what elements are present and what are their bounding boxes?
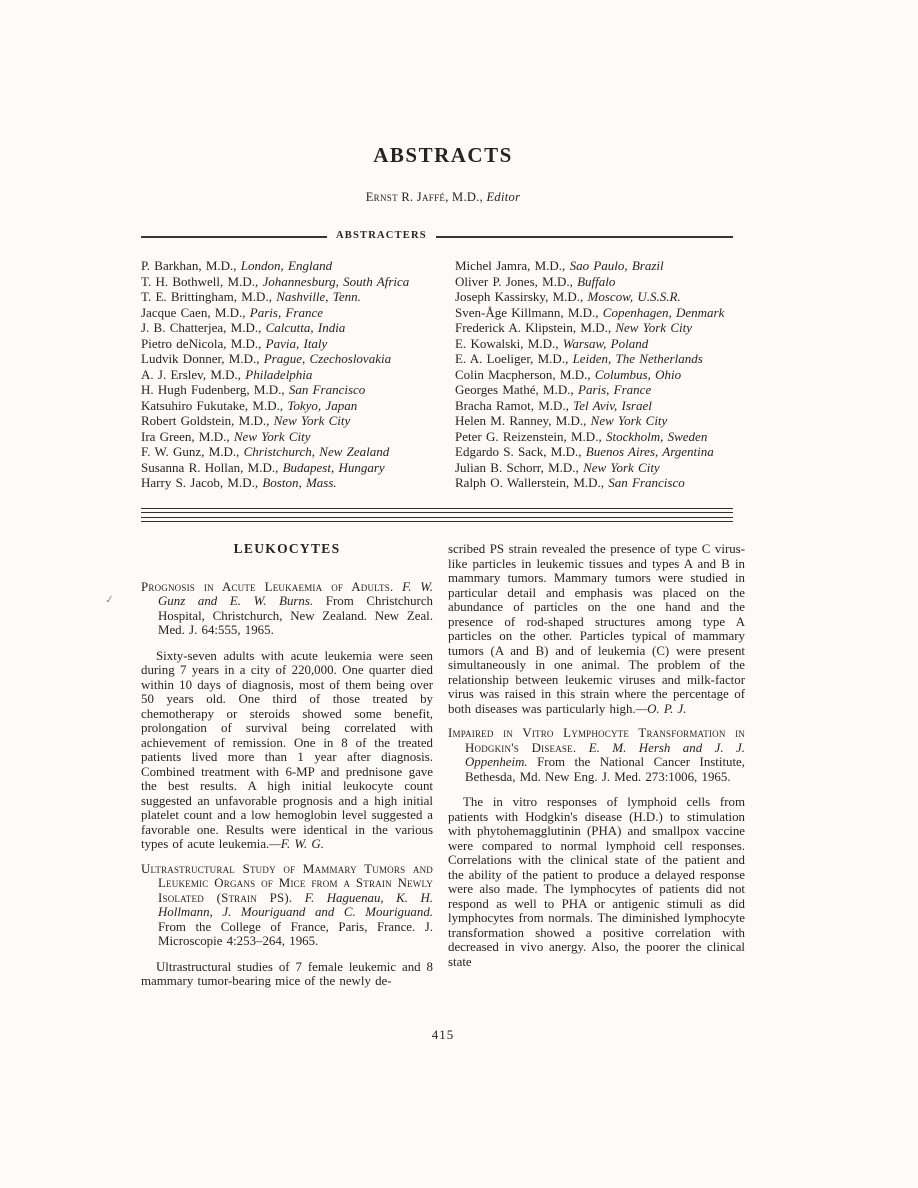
abstracter-location: Tokyo, Japan (287, 397, 358, 413)
abstracter-name: T. H. Bothwell, M.D., (141, 273, 259, 289)
abstracter-location: Johannesburg, South Africa (262, 273, 410, 289)
abstracter-name: Jacque Caen, M.D., (141, 304, 246, 320)
abstracter-name: E. A. Loeliger, M.D., (455, 351, 569, 366)
abstracter-row (455, 320, 761, 336)
divider-line (141, 517, 733, 522)
abstracter-row (141, 382, 455, 398)
abstracter-location: Philadelphia (245, 366, 313, 382)
abstracter-name: J. B. Chatterjea, M.D., (141, 320, 262, 335)
abstracter-location: Budapest, Hungary (282, 459, 385, 475)
abstracter-row (455, 398, 761, 414)
abstracter-location: Warsaw, Poland (562, 335, 649, 351)
editor-line (141, 190, 745, 205)
abstracter-name: H. Hugh Fudenberg, M.D., (141, 382, 285, 397)
page-title: ABSTRACTS (373, 143, 513, 167)
abstracter-location: New York City (233, 428, 311, 444)
abstracter-row (455, 336, 761, 352)
abstracter-row (141, 274, 455, 290)
abstract-authors: E. M. Hersh and J. J. Oppenheim. (465, 740, 745, 769)
abstracter-location: Buffalo (577, 273, 616, 289)
abstract-paragraph (448, 542, 745, 716)
abstracter-name: E. Kowalski, M.D., (455, 335, 559, 351)
abstracter-row (141, 398, 455, 414)
abstract-title: Impaired in Vitro Lymphocyte Transformation in Hodgkin's Disease. (448, 726, 745, 755)
rule-segment-left (141, 236, 327, 238)
abstracter-name: Sven-Åge Killmann, M.D., (455, 304, 599, 320)
abstracter-row (141, 413, 455, 429)
abstracter-row (141, 429, 455, 445)
abstracter-row (141, 320, 455, 336)
abstracter-name: Harry S. Jacob, M.D., (141, 475, 259, 490)
abstract-authors: F. Haguenau, K. H. Hollmann, J. Mouriguand and C. Mouriguand. (158, 890, 433, 919)
abstracter-row (141, 351, 455, 367)
abstracters-label: ABSTRACTERS (336, 230, 427, 241)
abstract-title: Prognosis in Acute Leukaemia of Adults. (141, 579, 394, 594)
abstracter-location: Calcutta, India (265, 320, 346, 335)
abstracter-row (141, 336, 455, 352)
abstracter-name: F. W. Gunz, M.D., (141, 444, 240, 459)
abstract-text: The in vitro responses of lymphoid cells from patients with Hodgkin's disease (H.D.) to stimulation with phytohemagglutinin (PHA) and smallpox vaccine were compared to normal lymphoid cell responses. Correlations with the clinical state of the patient and the ability of the patient to produce a delayed response were also made. The lymphocytes of patients did not respond as well to PHA or antigenic stimuli as did lymphocytes from normals. The diminished lymphocyte transformation showed a positive correlation with decreased in vivo anergy. Also, the poorer the clinical state (448, 795, 745, 969)
pencil-tick-mark: ✓ (104, 592, 116, 607)
abstracter-name: Susanna R. Hollan, M.D., (141, 459, 279, 475)
abstract-authors: F. W. Gunz and E. W. Burns. (158, 579, 433, 608)
abstracter-row (141, 305, 455, 321)
abstracter-location: New York City (273, 413, 351, 428)
abstracter-name: Robert Goldstein, M.D., (141, 413, 270, 428)
abstracter-row (141, 258, 455, 274)
body-column-left (141, 542, 433, 999)
abstracter-name: A. J. Erslev, M.D., (141, 366, 242, 382)
abstracter-name: T. E. Brittingham, M.D., (141, 289, 272, 304)
abstract-paragraph (448, 795, 745, 969)
abstracter-location: Pavia, Italy (265, 335, 328, 351)
abstracter-location: Nashville, Tenn. (276, 289, 361, 304)
abstracter-location: New York City (615, 320, 692, 335)
abstracter-name: Ralph O. Wallerstein, M.D., (455, 475, 605, 490)
abstracter-location: Paris, France (249, 304, 323, 320)
abstracter-row (455, 382, 761, 398)
abstracter-name: Oliver P. Jones, M.D., (455, 273, 573, 289)
abstract-source: From the National Cancer Institute, Bethesda, Md. New Eng. J. Med. 273:1006, 1965. (465, 755, 745, 784)
abstracter-row (455, 351, 761, 367)
abstracter-location: Boston, Mass. (262, 475, 337, 490)
abstracter-row (455, 444, 761, 460)
abstracts-body (141, 542, 745, 999)
abstracter-location: Buenos Aires, Argentina (585, 444, 714, 459)
abstracter-row (141, 289, 455, 305)
abstract-paragraph (141, 960, 433, 989)
abstracter-name: Helen M. Ranney, M.D., (455, 413, 587, 428)
abstracter-row (141, 460, 455, 476)
abstracter-row (455, 289, 761, 305)
abstracter-name: Frederick A. Klipstein, M.D., (455, 320, 612, 335)
abstracters-rule (141, 231, 733, 242)
abstracter-location: Stockholm, Sweden (605, 428, 708, 444)
abstracters-column-left (141, 258, 455, 491)
section-heading: LEUKOCYTES (233, 541, 341, 556)
abstracter-row (455, 475, 761, 491)
abstracter-row (455, 367, 761, 383)
abstracter-location: Moscow, U.S.S.R. (587, 289, 681, 304)
abstracter-name: Peter G. Reizenstein, M.D., (455, 428, 602, 444)
abstracter-name: Georges Mathé, M.D., (455, 382, 574, 397)
abstract-heading (141, 580, 433, 638)
abstract-text: Ultrastructural studies of 7 female leukemic and 8 mammary tumor-bearing mice of the newly de- (141, 959, 433, 988)
abstracter-location: Copenhagen, Denmark (602, 304, 725, 320)
abstract-paragraph (141, 649, 433, 852)
abstracter-row (141, 475, 455, 491)
abstract-title: Ultrastructural Study of Mammary Tumors and Leukemic Organs of Mice from a Strain Newly Isolated (Strain PS). (141, 861, 433, 905)
abstracter-initials: —F. W. G. (269, 837, 324, 851)
abstract-heading (448, 726, 745, 784)
abstracter-row (455, 274, 761, 290)
abstracter-name: P. Barkhan, M.D., (141, 258, 237, 273)
body-column-right (448, 542, 745, 999)
abstracter-row (455, 413, 761, 429)
abstracter-location: San Francisco (288, 382, 366, 397)
abstracter-location: London, England (240, 258, 333, 273)
abstracter-location: New York City (590, 413, 668, 428)
editor-degree: , M.D., (445, 190, 484, 204)
abstracter-location: Columbus, Ohio (594, 366, 682, 382)
abstracter-location: Christchurch, New Zealand (243, 444, 390, 459)
abstracter-name: Pietro deNicola, M.D., (141, 335, 262, 351)
section-divider-rule (141, 508, 733, 526)
abstracter-initials: —O. P. J. (635, 701, 687, 716)
editor-role: Editor (486, 190, 521, 204)
abstracter-location: Prague, Czechoslovakia (263, 351, 392, 366)
abstracter-row (455, 460, 761, 476)
abstracter-location: Leiden, The Netherlands (572, 351, 703, 366)
abstracter-location: Sao Paulo, Brazil (569, 258, 664, 273)
abstracter-name: Ludvik Donner, M.D., (141, 351, 260, 366)
editor-name: Ernst R. Jaffé (365, 190, 446, 204)
abstracter-row (455, 258, 761, 274)
abstract-text: Sixty-seven adults with acute leukemia were seen during 7 years in a city of 220,000. One quarter died within 10 days of diagnosis, most of them being over 50 years old. One third of those treated by chemotherapy or steroids showed some benefit, prolongation of survival being correlated with achievement of remission. One in 8 of the treated patients lived more than 1 year after diagnosis. Combined treatment with 6-MP and prednisone gave the best results. A high initial leukocyte count suggested an unfavorable prognosis and a high initial platelet count and a low hemoglobin level suggested a favorable one. Results were identical in the various types of acute leukemia. (141, 648, 433, 851)
abstracter-name: Colin Macpherson, M.D., (455, 366, 591, 382)
page-number: 415 (431, 1027, 455, 1042)
abstracter-name: Edgardo S. Sack, M.D., (455, 444, 582, 459)
abstracter-name: Julian B. Schorr, M.D., (455, 459, 579, 475)
abstracter-location: New York City (583, 459, 660, 475)
abstracter-row (141, 367, 455, 383)
abstract-text: scribed PS strain revealed the presence of type C virus-like particles in leukemic tissues and types A and B in mammary tumors. Mammary tumors were studied in particular detail and emphasis was placed on the abundance of particles on the one hand and the presence of rod-shaped structures among type A particles on the other. Particles typical of mammary tumors (A and B) and of leukemia (C) were present simultaneously in one animal. The problem of the relationship between leukemic viruses and milk-factor virus was raised in this strain where the percentage of both diseases was particularly high. (448, 542, 745, 716)
abstracter-row (141, 444, 455, 460)
abstract-source: From the College of France, Paris, France. J. Microscopie 4:253–264, 1965. (158, 919, 433, 948)
abstracter-name: Joseph Kassirsky, M.D., (455, 289, 584, 304)
masthead (141, 143, 745, 205)
abstract-heading (141, 862, 433, 949)
abstracter-name: Katsuhiro Fukutake, M.D., (141, 397, 284, 413)
abstracter-row (455, 429, 761, 445)
abstracter-location: Tel Aviv, Israel (573, 397, 652, 413)
abstracter-name: Michel Jamra, M.D., (455, 258, 566, 273)
abstracters-list (141, 258, 761, 491)
abstracters-column-right (455, 258, 761, 491)
abstracter-row (455, 305, 761, 321)
abstracter-location: Paris, France (578, 382, 652, 397)
abstracter-location: San Francisco (608, 475, 685, 490)
abstract-source: From Christchurch Hospital, Christchurch, New Zealand. New Zeal. Med. J. 64:555, 1965. (158, 594, 433, 637)
abstracter-name: Bracha Ramot, M.D., (455, 397, 569, 413)
rule-segment-right (436, 236, 733, 238)
abstracter-name: Ira Green, M.D., (141, 428, 230, 444)
divider-line (141, 508, 733, 513)
